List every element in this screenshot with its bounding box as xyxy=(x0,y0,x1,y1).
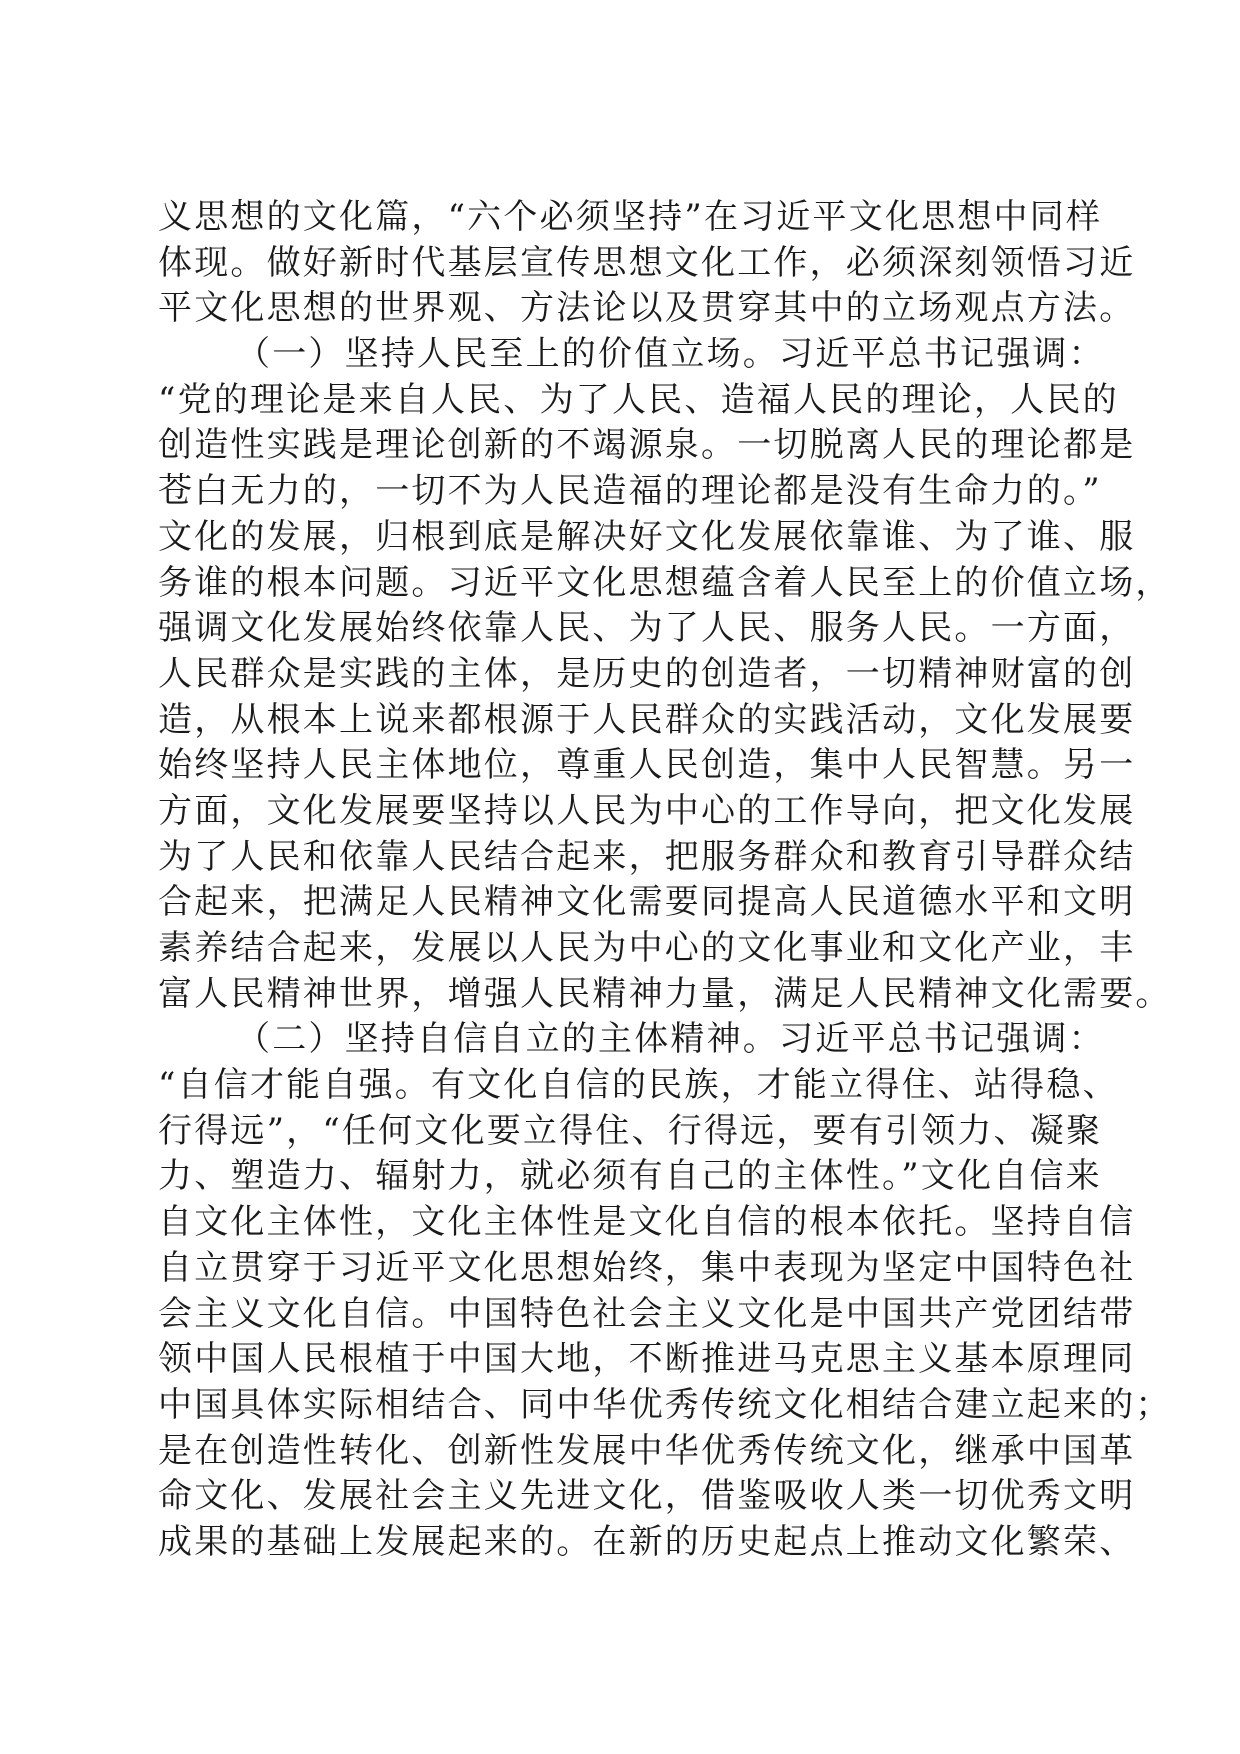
text-line: 行得远”，“任何文化要立得住、行得远，要有引领力、凝聚 xyxy=(158,1110,1103,1151)
section-heading-line: （二）坚持自信自立的主体精神。习近平总书记强调： xyxy=(236,1019,1105,1060)
text-line: 成果的基础上发展起来的。在新的历史起点上推动文化繁荣、 xyxy=(158,1521,1136,1562)
text-line: 自立贯穿于习近平文化思想始终，集中表现为坚定中国特色社 xyxy=(158,1247,1136,1288)
text-line: “党的理论是来自人民、为了人民、造福人民的理论，人民的 xyxy=(158,379,1119,420)
text-line: 方面，文化发展要坚持以人民为中心的工作导向，把文化发展 xyxy=(158,790,1136,831)
text-line: “自信才能自强。有文化自信的民族，才能立得住、站得稳、 xyxy=(158,1065,1119,1106)
text-line: 力、塑造力、辐射力，就必须有自己的主体性。”文化自信来 xyxy=(158,1156,1102,1197)
text-line: 素养结合起来，发展以人民为中心的文化事业和文化产业，丰 xyxy=(158,928,1136,968)
text-line: 合起来，把满足人民精神文化需要同提高人民道德水平和文明 xyxy=(158,882,1136,923)
text-line: 人民群众是实践的主体，是历史的创造者，一切精神财富的创 xyxy=(158,653,1136,694)
text-line: 务谁的根本问题。习近平文化思想蕴含着人民至上的价值立场， xyxy=(158,562,1172,603)
text-line: 平文化思想的世界观、方法论以及贯穿其中的立场观点方法。 xyxy=(158,288,1136,329)
text-line: 创造性实践是理论创新的不竭源泉。一切脱离人民的理论都是 xyxy=(158,425,1136,466)
text-line: 强调文化发展始终依靠人民、为了人民、服务人民。一方面， xyxy=(158,608,1136,649)
text-line: 文化的发展，归根到底是解决好文化发展依靠谁、为了谁、服 xyxy=(158,516,1136,557)
text-line: 领中国人民根植于中国大地，不断推进马克思主义基本原理同 xyxy=(158,1339,1136,1380)
text-line: 体现。做好新时代基层宣传思想文化工作，必须深刻领悟习近 xyxy=(158,242,1136,283)
text-line: 富人民精神世界，增强人民精神力量，满足人民精神文化需要。 xyxy=(158,973,1172,1014)
text-line: 中国具体实际相结合、同中华优秀传统文化相结合建立起来的； xyxy=(158,1384,1172,1425)
section-heading-line: （一）坚持人民至上的价值立场。习近平总书记强调： xyxy=(236,334,1105,375)
text-line: 义思想的文化篇，“六个必须坚持”在习近平文化思想中同样 xyxy=(158,197,1103,237)
text-line: 会主义文化自信。中国特色社会主义文化是中国共产党团结带 xyxy=(158,1293,1136,1334)
text-line: 始终坚持人民主体地位，尊重人民创造，集中人民智慧。另一 xyxy=(158,745,1136,786)
text-line: 造，从根本上说来都根源于人民群众的实践活动，文化发展要 xyxy=(158,699,1136,740)
body-text xyxy=(158,195,1172,1566)
text-line: 是在创造性转化、创新性发展中华优秀传统文化，继承中国革 xyxy=(158,1430,1136,1471)
text-line: 苍白无力的，一切不为人民造福的理论都是没有生命力的。” xyxy=(158,471,1102,512)
text-line: 为了人民和依靠人民结合起来，把服务群众和教育引导群众结 xyxy=(158,836,1136,877)
text-line: 自文化主体性，文化主体性是文化自信的根本依托。坚持自信 xyxy=(158,1202,1136,1243)
text-line: 命文化、发展社会主义先进文化，借鉴吸收人类一切优秀文明 xyxy=(158,1476,1136,1517)
